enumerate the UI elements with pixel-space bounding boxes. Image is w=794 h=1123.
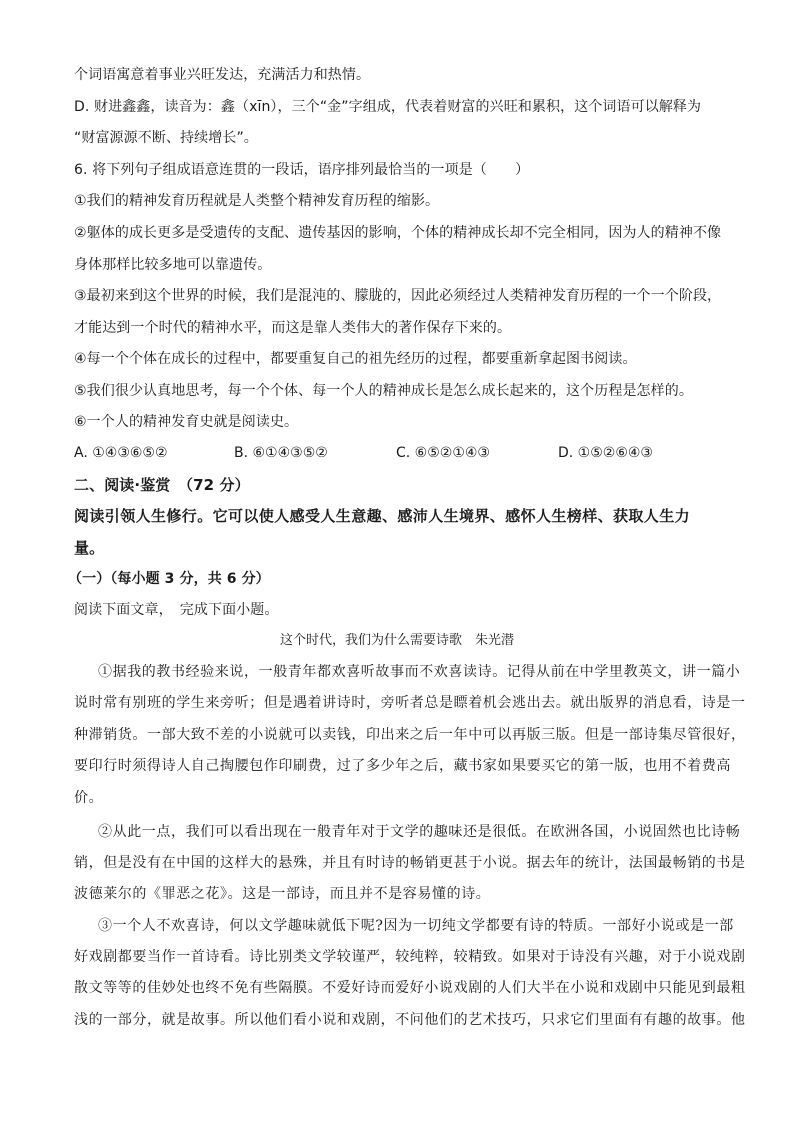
option-d: D. ①⑤②⑥④③ [558, 445, 653, 461]
article-line: ②从此一点，我们可以看出现在一般青年对于文学的趣味还是很低。在欧洲各国，小说固然也比诗畅 [98, 824, 741, 840]
article-title: 这个时代，我们为什么需要诗歌 朱光潜 [279, 633, 514, 648]
article-line: 价。 [74, 790, 104, 806]
article-line: ①据我的教书经验来说，一般青年都欢喜听故事而不欢喜读诗。记得从前在中学里教英文，讲一篇小 [98, 664, 741, 680]
sentence-4: ④每一个个体在成长的过程中，都要重复自己的祖先经历的过程，都要重新拿起图书阅读。 [74, 351, 637, 367]
text-line: 个词语寓意着事业兴旺发达，充满活力和热情。 [74, 67, 371, 83]
option-a: A. ①④③⑥⑤② [74, 445, 168, 461]
sentence-5: ⑤我们很少认真地思考，每一个个体、每一个人的精神成长是怎么成长起来的，这个历程是怎样的。 [74, 383, 693, 399]
article-line: 波德莱尔的《罪恶之花》。这是一部诗，而且并不是容易懂的诗。 [74, 886, 491, 902]
option-b: B. ⑥①④③⑤② [234, 445, 328, 461]
article-line: 浅的一部分，就是故事。所以他们看小说和戏剧，不问他们的艺术技巧，只求它们里面有有趣的故事。他 [74, 1012, 746, 1028]
sentence-3: ③最初来到这个世界的时候，我们是混沌的、朦胧的，因此必须经过人类精神发育历程的一个一个阶段， [74, 288, 722, 304]
section-heading: 二、阅读·鉴赏 （72 分） [74, 476, 250, 494]
article-line: 要印行时须得诗人自己掏腰包作印刷费，过了多少年之后，藏书家如果要买它的第一版，也用不着费高 [74, 758, 731, 774]
text-line: “财富源源不断、持续增长”。 [74, 130, 258, 146]
option-d-explanation: D. 财进鑫鑫，读音为：鑫（xīn），三个“金”字组成，代表着财富的兴旺和累积，这个词语可以解释为 [74, 99, 702, 115]
article-line: 说时常有别班的学生来旁听；但是遇着讲诗时，旁听者总是瞟着机会逃出去。就出版界的消息看，诗是一 [74, 695, 746, 711]
section-intro: 阅读引领人生修行。它可以使人感受人生意趣、感沛人生境界、感怀人生榜样、获取人生力 [74, 507, 691, 525]
sentence-2: ②躯体的成长更多是受遗传的支配、遗传基因的影响，个体的精神成长却不完全相同，因为人的精神不像 [74, 225, 722, 241]
article-line: 种滞销货。一部大致不差的小说就可以卖钱，印出来之后一年中可以再版三版。但是一部诗集尽管很好， [74, 727, 746, 743]
subsection-heading: （一）（每小题 3 分，共 6 分） [68, 571, 270, 587]
article-line: 销，但是没有在中国的这样大的悬殊，并且有时诗的畅销更甚于小说。据去年的统计，法国最畅销的书是 [74, 855, 746, 871]
sentence-3-cont: 才能达到一个时代的精神水平，而这是靠人类伟大的著作保存下来的。 [74, 320, 512, 336]
question-6: 6. 将下列句子组成语意连贯的一段话，语序排列最恰当的一项是（ ） [74, 162, 530, 178]
option-c: C. ⑥⑤②①④③ [396, 445, 490, 461]
article-line: 好戏剧都要当作一首诗看。诗比别类文学较谨严，较纯粹，较精致。如果对于诗没有兴趣，对于小说戏剧 [74, 949, 746, 965]
sentence-6: ⑥一个人的精神发育史就是阅读史。 [74, 414, 299, 430]
reading-instruction: 阅读下面文章， 完成下面小题。 [74, 602, 279, 618]
article-line: ③一个人不欢喜诗，何以文学趣味就低下呢?因为一切纯文学都要有诗的特质。一部好小说或是一部 [98, 918, 734, 934]
sentence-2-cont: 身体那样比较多地可以靠遗传。 [74, 257, 272, 273]
sentence-1: ①我们的精神发育历程就是人类整个精神发育历程的缩影。 [74, 193, 440, 209]
article-line: 散文等等的佳妙处也终不免有些隔膜。不爱好诗而爱好小说戏剧的人们大半在小说和戏剧中只能见到最粗 [74, 980, 746, 996]
section-intro-cont: 量。 [74, 539, 105, 557]
